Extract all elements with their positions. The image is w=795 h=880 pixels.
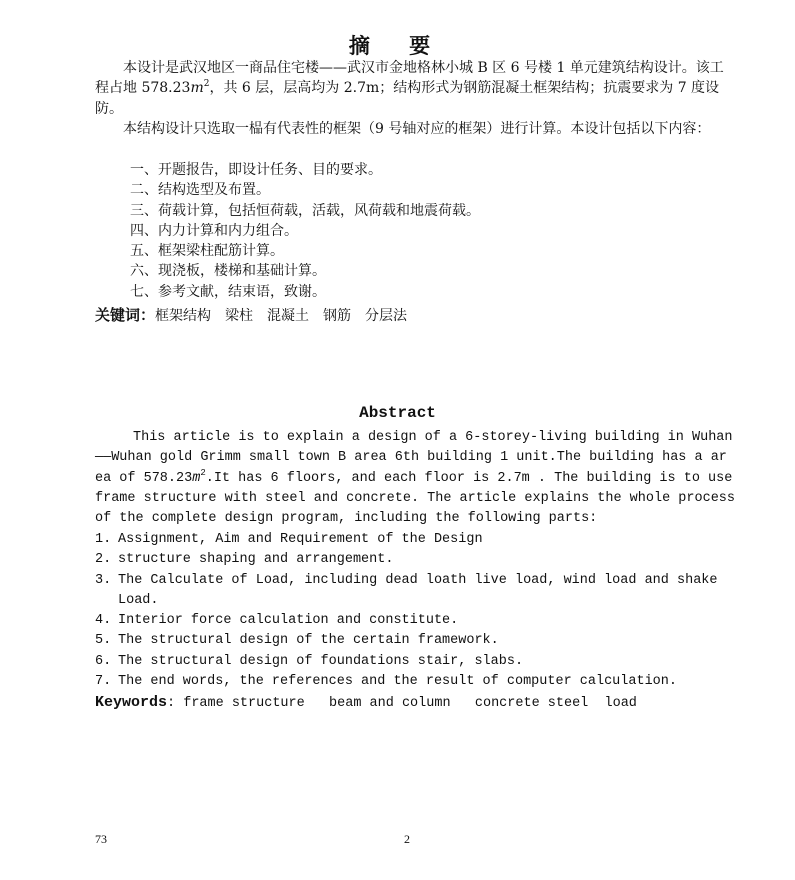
list-item-text: The structural design of foundations stair, slabs. — [118, 653, 524, 669]
english-line-5: of the complete design program, including the following parts: — [95, 511, 598, 527]
list-item: 三、荷载计算，包括恒荷载，活载，风荷载和地震荷载。 — [130, 202, 480, 219]
chinese-paragraph-1-text-a: 本设计是武汉地区一商品住宅楼——武汉市金地格林小城 B 区 6 号楼 1 单元建筑结构设计。该工程占地 578.23 — [95, 60, 724, 97]
list-item — [95, 611, 735, 631]
area-exponent-en: 2 — [200, 467, 206, 478]
english-keywords — [95, 694, 637, 711]
page-number: 2 — [404, 832, 410, 846]
list-item-text: The structural design of the certain framework. — [118, 633, 499, 649]
list-item-number: 4. — [95, 613, 112, 629]
english-abstract-title: Abstract — [359, 404, 436, 422]
list-item-text: Interior force calculation and constitute. — [118, 613, 459, 629]
chinese-keywords-label: 关键词： — [95, 306, 156, 324]
english-line-4: frame structure with steel and concrete. The article explains the whole process — [95, 490, 736, 506]
footer-left-number: 73 — [95, 832, 107, 846]
english-line-3 — [95, 469, 735, 489]
list-item-number: 3. — [95, 572, 112, 588]
chinese-paragraph-2: 本结构设计只选取一榀有代表性的框架（9 号轴对应的框架）进行计算。本设计包括以下内容： — [123, 121, 711, 137]
list-item-number: 2. — [95, 552, 112, 568]
english-keywords-label: Keywords — [95, 694, 168, 711]
list-item-number: 7. — [95, 674, 112, 690]
chinese-keywords — [95, 304, 407, 325]
list-item: 七、参考文献，结束语，致谢。 — [130, 283, 326, 300]
english-paragraph — [95, 428, 735, 529]
list-item — [95, 672, 735, 692]
chinese-paragraph-1 — [95, 58, 727, 119]
list-item-text: The end words, the references and the result of computer calculation. — [118, 674, 677, 690]
list-item — [95, 571, 735, 612]
list-item-number: 6. — [95, 653, 112, 669]
english-keywords-value: : frame structure beam and column concrete steel load — [167, 696, 637, 711]
chinese-contents-list — [130, 160, 480, 302]
list-item: 五、框架梁柱配筋计算。 — [130, 243, 284, 260]
list-item — [95, 631, 735, 651]
chinese-keywords-value: 框架结构 梁柱 混凝土 钢筋 分层法 — [155, 308, 408, 324]
english-line-2: ——Wuhan gold Grimm small town B area 6th building 1 unit.The building has a ar — [95, 450, 727, 466]
english-line-1: This article is to explain a design of a 6-storey-living building in Wuhan — [133, 430, 733, 445]
list-item: 六、现浇板，楼梯和基础计算。 — [130, 263, 326, 280]
list-item: 二、结构选型及布置。 — [130, 182, 270, 199]
chinese-paragraph-1-text-b: ，共 6 层，层高均为 2.7m；结构形式为钢筋混凝土框架结构；抗震要求为 7 度设防。 — [95, 80, 720, 117]
english-line-3-text-b: .It has 6 floors, and each floor is 2.7m . The building is to use — [205, 470, 733, 486]
list-item — [95, 652, 735, 672]
list-item: 四、内力计算和内力组合。 — [130, 222, 298, 239]
chinese-abstract-title: 摘 要 — [348, 33, 447, 58]
english-line-3-text-a: ea of 578.23 — [95, 470, 193, 486]
list-item-text: structure shaping and arrangement. — [118, 552, 394, 568]
english-contents-list — [95, 530, 735, 692]
area-unit-en: m — [192, 470, 201, 486]
list-item — [95, 550, 735, 570]
list-item-text: The Calculate of Load, including dead loath live load, wind load and shake Load. — [118, 572, 718, 608]
area-exponent: 2 — [203, 79, 210, 90]
list-item-text: Assignment, Aim and Requirement of the Design — [118, 532, 483, 547]
list-item: 一、开题报告，即设计任务、目的要求。 — [130, 162, 382, 178]
list-item — [95, 530, 735, 550]
list-item-number: 5. — [95, 633, 112, 649]
area-unit: m — [190, 80, 204, 97]
list-item-number: 1. — [95, 532, 112, 547]
